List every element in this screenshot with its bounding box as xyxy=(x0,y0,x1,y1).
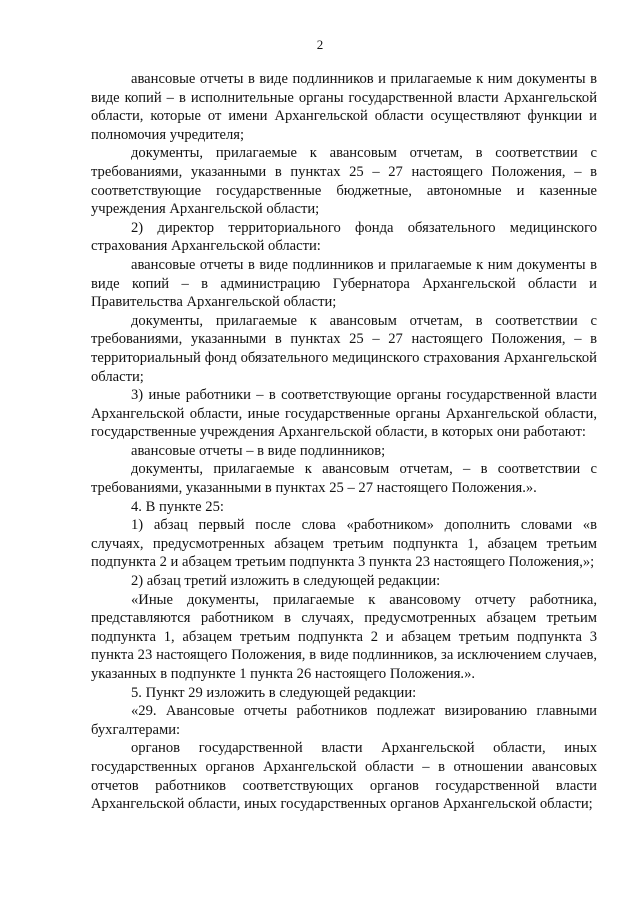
paragraph: 2) абзац третий изложить в следующей редакции: xyxy=(131,573,441,590)
paragraph: авансовые отчеты – в виде подлинников; xyxy=(131,442,386,459)
paragraph: авансовые отчеты в виде подлинников и прилагаемые к ним документы в виде копий – в исполнительные органы государственной власти Архангельской области, которые от имени Архангельской области осуществляют функции и полномочия учредителя; xyxy=(91,71,597,143)
paragraph: документы, прилагаемые к авансовым отчетам, в соответствии с требованиями, указанными в пунктах 25 – 27 настоящего Положения, – в территориальный фонд обязательного медицинского страхования Архангельской области; xyxy=(91,312,597,385)
paragraph: органов государственной власти Архангельской области, иных государственных органов Архангельской области – в отношении авансовых отчетов работников соответствующих органов государственной власти Архангельской области, иных государственных органов Архангельской области; xyxy=(91,740,597,813)
paragraph: 4. В пункте 25: xyxy=(131,498,224,515)
paragraph: 3) иные работники – в соответствующие органы государственной власти Архангельской области, иные государственные органы Архангельской области, государственные учреждения Архангельской области, в которых они работают: xyxy=(91,387,597,441)
paragraph: «Иные документы, прилагаемые к авансовому отчету работника, представляются работником в случаях, предусмотренных абзацем третьим подпункта 1, абзацем третьим подпункта 2 и абзацем третьим подпункта 3 пункта 23 настоящего Положения, в виде подлинников, за исключением случаев, указанных в подпункте 1 пункта 26 настоящего Положения.». xyxy=(91,591,597,682)
paragraph: 2) директор территориального фонда обязательного медицинского страхования Архангельской области: xyxy=(91,219,597,255)
paragraph: 1) абзац первый после слова «работником» дополнить словами «в случаях, предусмотренных абзацем третьим подпункта 1, абзацем третьим подпункта 2 и абзацем третьим подпункта 3 пункта 23 настоящего Положения,»; xyxy=(91,517,597,571)
document-body xyxy=(91,70,597,814)
page-number: 2 xyxy=(316,37,324,52)
paragraph: «29. Авансовые отчеты работников подлежат визированию главными бухгалтерами: xyxy=(91,703,597,738)
paragraph: 5. Пункт 29 изложить в следующей редакции: xyxy=(131,684,417,701)
paragraph: документы, прилагаемые к авансовым отчетам, – в соответствии с требованиями, указанными в пунктах 25 – 27 настоящего Положения.». xyxy=(91,461,597,497)
paragraph: документы, прилагаемые к авансовым отчетам, в соответствии с требованиями, указанными в пунктах 25 – 27 настоящего Положения, – в соответствующие государственные бюджетные, автономные и казенные учреждения Архангельской области; xyxy=(91,145,597,218)
paragraph: авансовые отчеты в виде подлинников и прилагаемые к ним документы в виде копий – в администрацию Губернатора Архангельской области и Правительства Архангельской области; xyxy=(91,256,597,311)
